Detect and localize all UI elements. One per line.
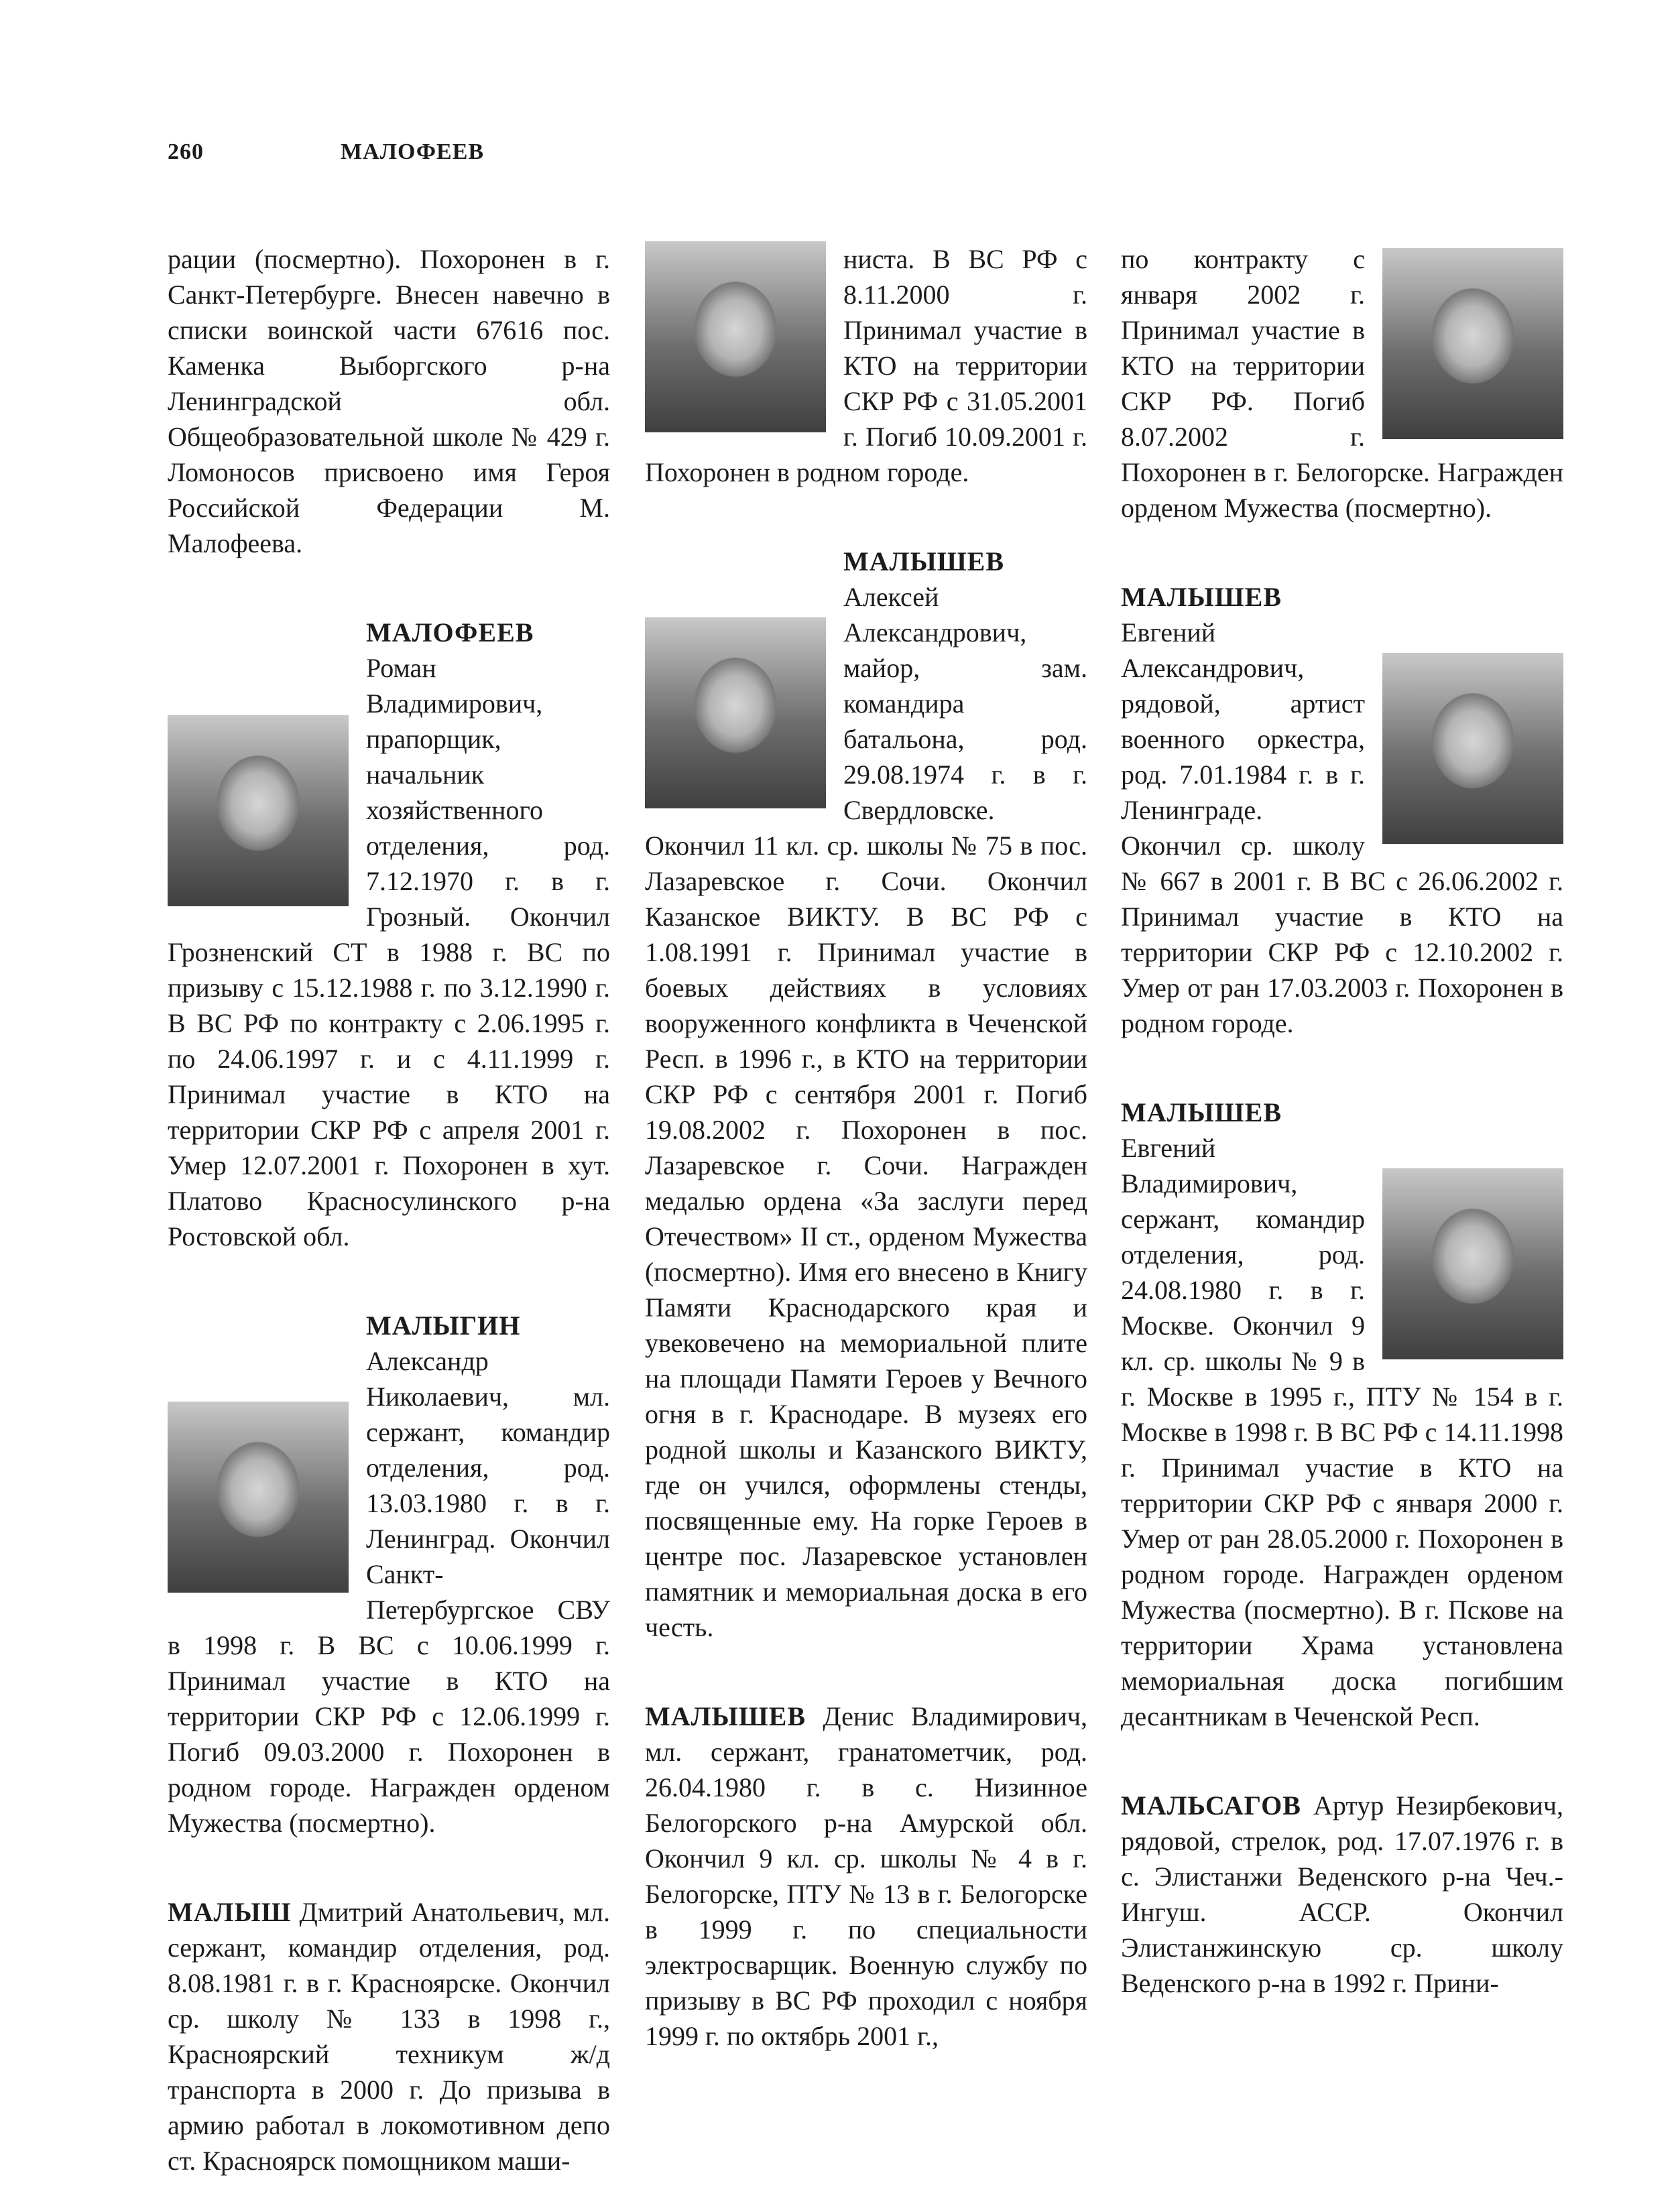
page-number: 260: [168, 139, 204, 164]
running-head: МАЛОФЕЕВ: [341, 139, 485, 164]
entry-surname: МАЛЫГИН: [366, 1310, 521, 1341]
entry-text: Дмитрий Анатольевич, мл. сержант, командир отделения, род. 8.08.1981 г. в г. Красноярске. Окончил ср. школу № 133 в 1998 г., Красноярский техникум ж/д транспорта в 2000 г. До призыва в армию работал в локомотивном депо ст. Красноярск помощником маши-: [168, 1897, 610, 2176]
entry-surname: МАЛОФЕЕВ: [366, 617, 534, 648]
entry-surname: МАЛЫШЕВ: [1121, 1097, 1282, 1127]
entry-malyshev-evgeniy-a: [1121, 579, 1563, 1041]
entry-malsagov-artur: [1121, 1788, 1563, 2001]
entry-text: Александр Николаевич, мл. сержант, командир отделения, род. 13.03.1980 г. в г. Ленинград. Окончил Санкт-Петербургское СВУ в 1998 г. В ВС с 10.06.1999 г. Принимал участие в КТО на территории СКР РФ с 12.06.1999 г. Погиб 09.03.2000 г. Похоронен в родном городе. Награжден орденом Мужества (посмертно).: [168, 1346, 610, 1838]
entry-malygin-aleksandr: [168, 1308, 610, 1841]
continued-text: по контракту с января 2002 г. Принимал участие в КТО на территории СКР РФ. Погиб 8.07.2002 г. Похоронен в г. Белогорске. Награжден орденом Мужества (посмертно).: [1121, 244, 1563, 523]
entry-text: Роман Владимирович, прапорщик, начальник хозяйственного отделения, род. 7.12.1970 г. в г. Грозный. Окончил Грозненский СТ в 1988 г. ВС по призыву с 15.12.1988 г. по 3.12.1990 г. В ВС РФ по контракту с 2.06.1995 г. по 24.06.1997 г. и с 4.11.1999 г. Принимал участие в КТО на территории СКР РФ с апреля 2001 г. Умер 12.07.2001 г. Похоронен в хут. Платово Красносулинского р-на Ростовской обл.: [168, 653, 610, 1251]
entry-text: Евгений Владимирович, сержант, командир отделения, род. 24.08.1980 г. в г. Москве. Окончил 9 кл. ср. школы № 9 в г. Москве в 1995 г., ПТУ № 154 в г. Москве в 1998 г. В ВС РФ с 14.11.1998 г. Принимал участие в КТО на территории СКР РФ с января 2000 г. Умер от ран 28.05.2000 г. Похоронен в родном городе. Награжден орденом Мужества (посмертно). В г. Пскове на территории Храма установлена мемориальная доска погибшим десантникам в Чеченской Респ.: [1121, 1133, 1563, 1731]
portrait-photo: [168, 715, 349, 906]
entry-malyshev-evgeniy-v: [1121, 1095, 1563, 1734]
column-3: [1121, 241, 1563, 2001]
entry-text: Алексей Александрович, майор, зам. командира батальона, род. 29.08.1974 г. в г. Свердловске. Окончил 11 кл. ср. школы № 75 в пос. Лазаревское г. Сочи. Окончил Казанское ВИКТУ. В ВС РФ с 1.08.1991 г. Принимал участие в боевых действиях в условиях вооруженного конфликта в Чеченской Респ. в 1996 г., в КТО на территории СКР РФ с сентября 2001 г. Погиб 19.08.2002 г. Похоронен в пос. Лазаревское г. Сочи. Награжден медалью ордена «За заслуги перед Отечеством» II ст., орденом Мужества (посмертно). Имя его внесено в Книгу Памяти Краснодарского края и увековечено на мемориальной плите на площади Памяти Героев у Вечного огня в г. Краснодаре. В музеях его родной школы и Казанского ВИКТУ, где он учился, оформлены стенды, посвященные ему. На горке Героев в центре пос. Лазаревское установлен памятник и мемориальная доска в его честь.: [645, 582, 1087, 1642]
portrait-photo: [1382, 653, 1563, 844]
entry-surname: МАЛЫШ: [168, 1897, 292, 1927]
entry-text: Артур Незирбекович, рядовой, стрелок, род. 17.07.1976 г. в с. Элистанжи Веденского р-на Чеч.-Ингуш. АССР. Окончил Элистанжинскую ср. школу Веденского р-на в 1992 г. Прини-: [1121, 1790, 1563, 1998]
entry-surname: МАЛЫШЕВ: [645, 1701, 806, 1731]
portrait-photo: [645, 241, 826, 432]
entry-malysh-dmitriy: [168, 1894, 610, 2178]
continued-text: рации (посмертно). Похоронен в г. Санкт-Петербурге. Внесен навечно в списки воинской части 67616 пос. Каменка Выборгского р-на Ленинградской обл. Общеобразовательной школе № 429 г. Ломоносов присвоено имя Героя Российской Федерации М. Малофеева.: [168, 244, 610, 558]
entry-surname: МАЛЫШЕВ: [1121, 582, 1282, 612]
column-1: [168, 241, 610, 2178]
portrait-photo: [1382, 1168, 1563, 1359]
entry-text: Евгений Александрович, рядовой, артист военного оркестра, род. 7.01.1984 г. в г. Ленинграде. Окончил ср. школу № 667 в 2001 г. В ВС с 26.06.2002 г. Принимал участие в КТО на территории СКР РФ с 12.10.2002 г. Умер от ран 17.03.2003 г. Похоронен в родном городе.: [1121, 617, 1563, 1038]
portrait-photo: [1382, 248, 1563, 439]
entry-malofeev-roman: [168, 615, 610, 1254]
portrait-photo: [168, 1402, 349, 1593]
page-header: [168, 139, 485, 165]
entry-text: Денис Владимирович, мл. сержант, гранатометчик, род. 26.04.1980 г. в с. Низинное Белогорского р-на Амурской обл. Окончил 9 кл. ср. школы № 4 в г. Белогорске, ПТУ № 13 в г. Белогорске в 1999 г. по специальности электросварщик. Военную службу по призыву в ВС РФ проходил с ноября 1999 г. по октябрь 2001 г.,: [645, 1701, 1088, 2051]
entry-surname: МАЛЫШЕВ: [843, 546, 1005, 576]
continued-text: ниста. В ВС РФ с 8.11.2000 г. Принимал участие в КТО на территории СКР РФ с 31.05.2001 г. Погиб 10.09.2001 г. Похоронен в родном городе.: [645, 244, 1087, 487]
entry-malyshev-aleksey: [645, 544, 1087, 1645]
column-2: [645, 241, 1087, 2054]
portrait-photo: [645, 617, 826, 808]
entry-malyshev-denis: [645, 1699, 1087, 2054]
entry-surname: МАЛЬСАГОВ: [1121, 1790, 1301, 1821]
